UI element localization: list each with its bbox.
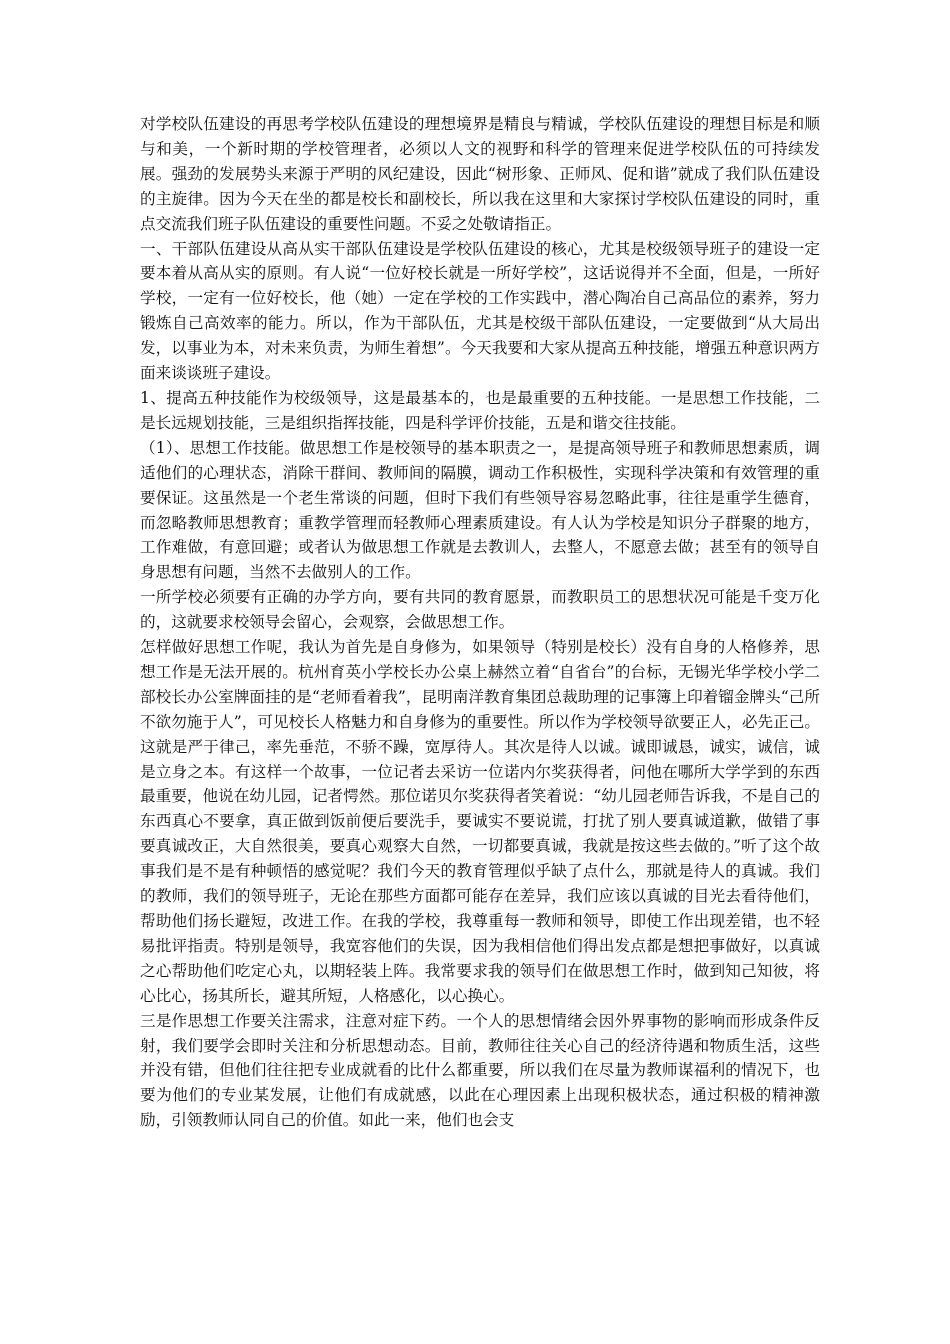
paragraph-thought-work-skill: （1）、思想工作技能。做思想工作是校领导的基本职责之一，是提高领导班子和教师思想素质，调适他们的心理状态，消除干群间、教师间的隔膜，调动工作积极性，实现科学决策和有效管理的重要保证。这虽然是一个老生常谈的问题，但时下我们有些领导容易忽略此事，往往是重学生德育，而忽略教师思想教育；重教学管理而轻教师心理素质建设。有人认为学校是知识分子群聚的地方，工作难做，有意回避；或者认为做思想工作就是去教训人，去整人，不愿意去做；甚至有的领导自身思想有问题，当然不去做别人的工作。 — [140, 438, 820, 582]
document-page — [140, 112, 820, 1133]
paragraph-intro: 对学校队伍建设的再思考学校队伍建设的理想境界是精良与精诚，学校队伍建设的理想目标是和顺与和美，一个新时期的学校管理者，必须以人文的视野和科学的管理来促进学校队伍的可持续发展。强劲的发展势头来源于严明的风纪建设，因此“树形象、正师风、促和谐”就成了我们队伍建设的主旋律。因为今天在坐的都是校长和副校长，所以我在这里和大家探讨学校队伍建设的同时，重点交流我们班子队伍建设的重要性问题。不妥之处敬请指正。 — [140, 115, 820, 233]
paragraph-section-1: 一、干部队伍建设从高从实干部队伍建设是学校队伍建设的核心，尤其是校级领导班子的建设一定要本着从高从实的原则。有人说“一位好校长就是一所好学校”，这话说得并不全面，但是，一所好学校，一定有一位好校长，他（她）一定在学校的工作实践中，潜心陶冶自己高品位的素养，努力锻炼自己高效率的能力。所以，作为干部队伍，尤其是校级干部队伍建设，一定要做到“从大局出发，以事业为本，对未来负责，为师生着想”。今天我要和大家从提高五种技能，增强五种意识两方面来谈谈班子建设。 — [140, 239, 820, 383]
paragraph-how-to-do-thought-work: 怎样做好思想工作呢，我认为首先是自身修为，如果领导（特别是校长）没有自身的人格修养，思想工作是无法开展的。杭州育英小学校长办公桌上赫然立着“自省台”的台标，无锡光华学校小学二部校长办公室牌面挂的是“老师看着我”，昆明南洋教育集团总裁助理的记事簿上印着镏金牌头“己所不欲勿施于人”，可见校长人格魅力和自身修为的重要性。所以作为学校领导欲要正人，必先正己。这就是严于律己，率先垂范，不骄不躁，宽厚待人。其次是待人以诚。诚即诚恳，诚实，诚信，诚是立身之本。有这样一个故事，一位记者去采访一位诺内尔奖获得者，问他在哪所大学学到的东西最重要，他说在幼儿园，记者愕然。那位诺贝尔奖获得者笑着说：“幼儿园老师告诉我，不是自己的东西真心不要拿，真正做到饭前便后要洗手，要诚实不要说谎，打扰了别人要真诚道歉，做错了事要真诚改正，大自然很美，要真心观察大自然，一切都要真诚，我就是按这些去做的。”听了这个故事我们是不是有种顿悟的感觉呢？我们今天的教育管理似乎缺了点什么，那就是待人的真诚。我们的教师，我们的领导班子，无论在那些方面都可能存在差异，我们应该以真诚的目光去看待他们，帮助他们扬长避短，改进工作。在我的学校，我尊重每一教师和领导，即使工作出现差错，也不轻易批评指责。特别是领导，我宽容他们的失误，因为我相信他们得出发点都是想把事做好，以真诚之心帮助他们吃定心丸，以期轻装上阵。我常要求我的领导们在做思想工作时，做到知己知彼，将心比心，扬其所长，避其所短，人格感化，以心换心。 — [140, 638, 820, 1005]
paragraph-school-direction: 一所学校必须要有正确的办学方向，要有共同的教育愿景，而教职员工的思想状况可能是千变万化的，这就要求校领导会留心，会观察，会做思想工作。 — [140, 588, 820, 632]
paragraph-five-skills: 1、提高五种技能作为校级领导，这是最基本的，也是最重要的五种技能。一是思想工作技能，二是长远规划技能，三是组织指挥技能，四是科学评价技能，五是和谐交往技能。 — [140, 388, 820, 432]
paragraph-attend-to-needs: 三是作思想工作要关注需求，注意对症下药。一个人的思想情绪会因外界事物的影响而形成条件反射，我们要学会即时关注和分析思想动态。目前，教师往往关心自己的经济待遇和物质生活，这些并没有错，但他们往往把专业成就看的比什么都重要，所以我们在尽量为教师谋福利的情况下，也要为他们的专业某发展，让他们有成就感，以此在心理因素上出现积极状态，通过积极的精神激励，引领教师认同自己的价值。如此一来，他们也会支 — [140, 1011, 820, 1130]
